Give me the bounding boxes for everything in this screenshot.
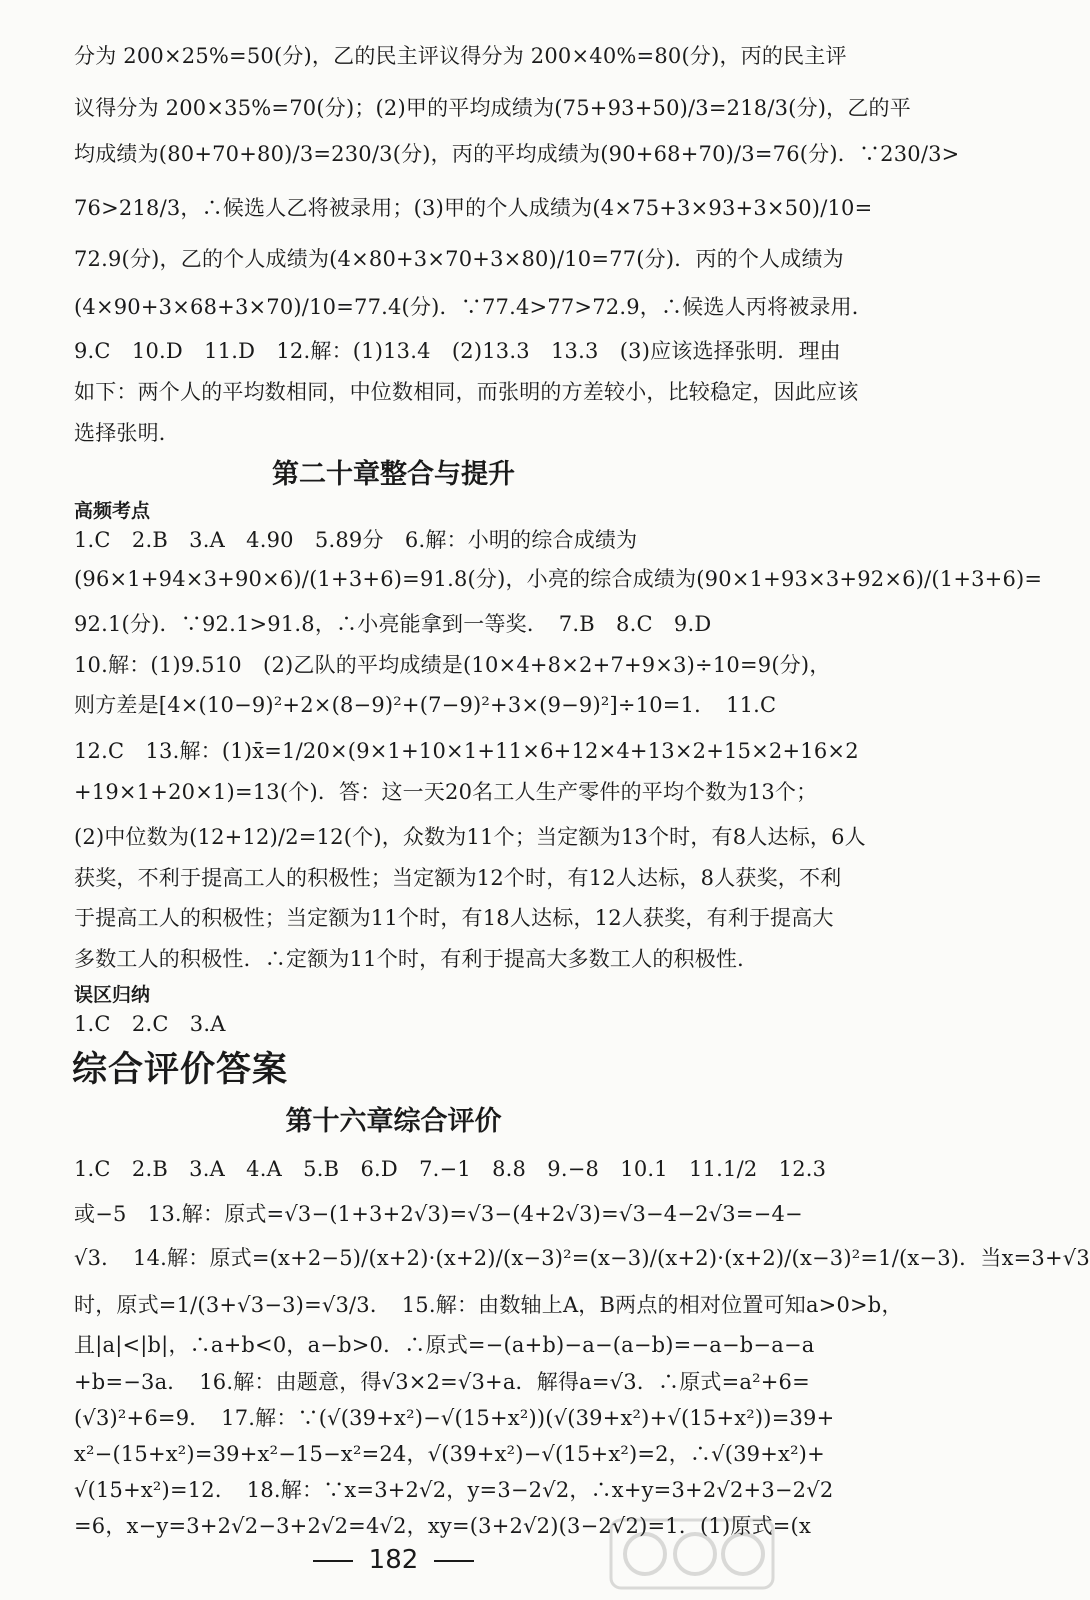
text-line: +b=−3a． 16.解：由题意，得√3×2=√3+a．解得a=√3．∴原式=a²+6= bbox=[74, 1370, 810, 1394]
text-line: 12.C 13.解：(1)x̄=1/20×(9×1+10×1+11×6+12×4+13×2+15×2+16×2 bbox=[74, 739, 859, 763]
text-line: 获奖，不利于提高工人的积极性；当定额为12个时，有12人达标，8人获奖，不利 bbox=[74, 866, 842, 890]
text-line: x²−(15+x²)=39+x²−15−x²=24，√(39+x²)−√(15+x²)=2，∴√(39+x²)+ bbox=[74, 1442, 825, 1466]
subheading-high-frequency: 高频考点 bbox=[74, 500, 151, 522]
text-line: 均成绩为(80+70+80)/3=230/3(分)，丙的平均成绩为(90+68+70)/3=76(分)．∵230/3> bbox=[74, 142, 960, 166]
text-line: 9.C 10.D 11.D 12.解：(1)13.4 (2)13.3 13.3 (3)应该选择张明．理由 bbox=[74, 339, 841, 363]
text-line: √(15+x²)=12． 18.解：∵x=3+2√2，y=3−2√2，∴x+y=3+2√2+3−2√2 bbox=[74, 1478, 834, 1502]
text-line: +19×1+20×1)=13(个)．答：这一天20名工人生产零件的平均个数为13个； bbox=[74, 780, 818, 804]
text-line: 则方差是[4×(10−9)²+2×(8−9)²+(7−9)²+3×(9−9)²]÷10=1． 11.C bbox=[74, 693, 777, 717]
text-line: (4×90+3×68+3×70)/10=77.4(分)．∵77.4>77>72.9，∴候选人丙将被录用． bbox=[74, 295, 873, 319]
watermark-logo bbox=[607, 1514, 777, 1594]
text-line: 如下：两个人的平均数相同，中位数相同，而张明的方差较小，比较稳定，因此应该 bbox=[74, 380, 859, 404]
text-line: =6，x−y=3+2√2−3+2√2=4√2，xy=(3+2√2)(3−2√2)=1．(1)原式=(x bbox=[74, 1514, 811, 1538]
text-line: 10.解：(1)9.510 (2)乙队的平均成绩是(10×4+8×2+7+9×3)÷10=9(分)， bbox=[74, 653, 831, 677]
page-number-value: 182 bbox=[368, 1545, 419, 1575]
text-line: (√3)²+6=9． 17.解：∵(√(39+x²)−√(15+x²))(√(39+x²)+√(15+x²))=39+ bbox=[74, 1406, 835, 1430]
text-line: 1.C 2.B 3.A 4.A 5.B 6.D 7.−1 8.8 9.−8 10.1 11.1/2 12.3 bbox=[74, 1157, 827, 1181]
text-line: 1.C 2.C 3.A bbox=[74, 1012, 226, 1036]
text-line: √3． 14.解：原式=(x+2−5)/(x+2)·(x+2)/(x−3)²=(x−3)/(x+2)·(x+2)/(x−3)²=1/(x−3)．当x=3+√3 bbox=[74, 1246, 1090, 1270]
text-line: 多数工人的积极性．∴定额为11个时，有利于提高大多数工人的积极性． bbox=[74, 947, 759, 971]
text-line: 1.C 2.B 3.A 4.90 5.89分 6.解：小明的综合成绩为 bbox=[74, 528, 638, 552]
text-line: 议得分为 200×35%=70(分)；(2)甲的平均成绩为(75+93+50)/3=218/3(分)，乙的平 bbox=[74, 96, 911, 120]
text-line: 选择张明． bbox=[74, 421, 180, 445]
text-line: 76>218/3，∴候选人乙将被录用；(3)甲的个人成绩为(4×75+3×93+3×50)/10= bbox=[74, 196, 873, 220]
text-line: 分为 200×25%=50(分)，乙的民主评议得分为 200×40%=80(分)，丙的民主评 bbox=[74, 44, 847, 68]
page-number-rule-left bbox=[313, 1560, 353, 1562]
text-line: 或−5 13.解：原式=√3−(1+3+2√3)=√3−(4+2√3)=√3−4−2√3=−4− bbox=[74, 1202, 803, 1226]
text-line: 于提高工人的积极性；当定额为11个时，有18人达标，12人获奖，有利于提高大 bbox=[74, 906, 834, 930]
subheading-common-errors: 误区归纳 bbox=[74, 984, 151, 1006]
text-line: 时，原式=1/(3+√3−3)=√3/3． 15.解：由数轴上A，B两点的相对位置可知a>0>b， bbox=[74, 1293, 903, 1317]
section-title: 综合评价答案 bbox=[72, 1050, 289, 1090]
text-line: (2)中位数为(12+12)/2=12(个)，众数为11个；当定额为13个时，有8人达标，6人 bbox=[74, 825, 866, 849]
chapter20-title: 第二十章整合与提升 bbox=[272, 459, 515, 490]
text-line: (96×1+94×3+90×6)/(1+3+6)=91.8(分)，小亮的综合成绩为(90×1+93×3+92×6)/(1+3+6)= bbox=[74, 567, 1043, 591]
text-line: 72.9(分)，乙的个人成绩为(4×80+3×70+3×80)/10=77(分)．丙的个人成绩为 bbox=[74, 247, 844, 271]
page-number-rule-right bbox=[434, 1560, 474, 1562]
chapter16-title: 第十六章综合评价 bbox=[285, 1106, 502, 1137]
text-line: 92.1(分)．∵92.1>91.8，∴小亮能拿到一等奖． 7.B 8.C 9.D bbox=[74, 612, 712, 636]
text-line: 且|a|<|b|，∴a+b<0，a−b>0．∴原式=−(a+b)−a−(a−b)=−a−b−a−a bbox=[74, 1333, 815, 1357]
